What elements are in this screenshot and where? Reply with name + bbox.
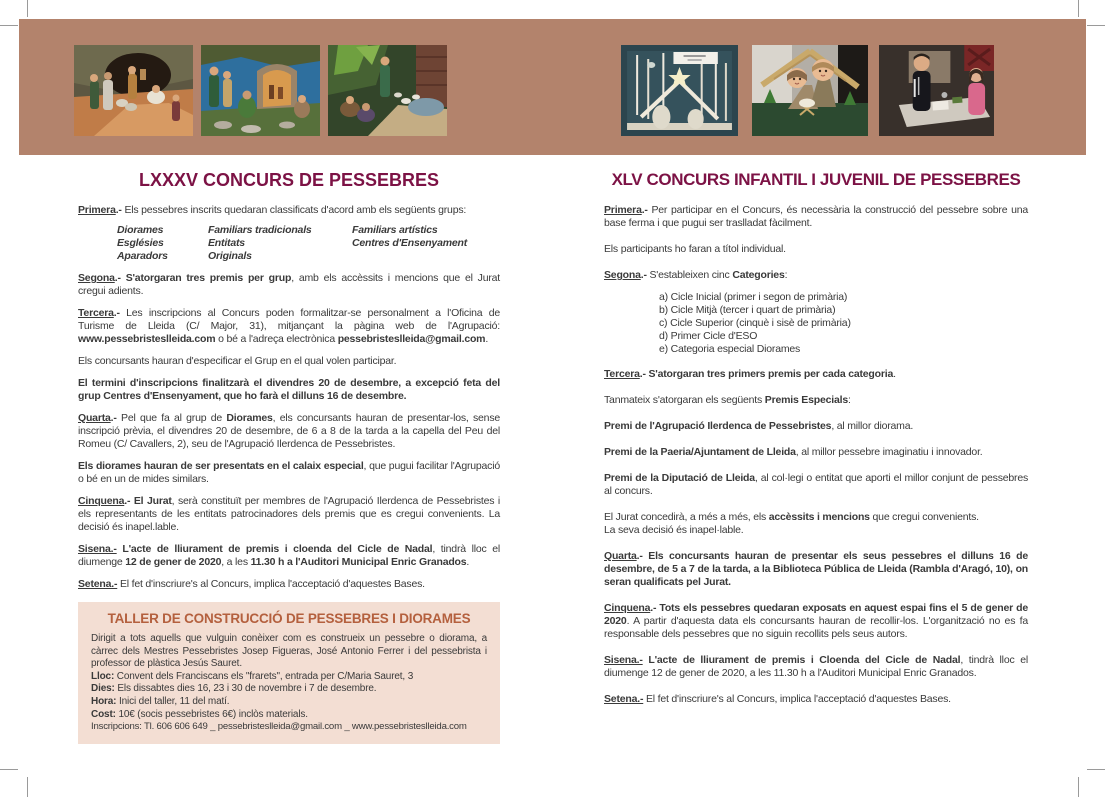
paragraph: Lloc: Convent dels Franciscans els "frarets", entrada per C/Maria Sauret, 3 [91, 670, 414, 682]
group-item: Originals [208, 250, 252, 262]
paragraph: Quarta.- Els concursants hauran de presentar els seus pessebres el dilluns 16 de desembre, de 5 a 7 de la tarda, a la Biblioteca Pública de Lleida (Rambla d'Aragó, 10), on seran qualificats pel Jurat. [604, 550, 1028, 588]
groups-columns [78, 224, 500, 263]
paragraph: Primera.- Per participar en el Concurs, és necessària la construcció del pessebre sobre una base ferma i que pugui ser traslladat fàcilment. [604, 204, 1028, 229]
right-body-bottom [604, 368, 1028, 706]
photo-stone-arch-nativity [201, 45, 320, 136]
paragraph: Setena.- El fet d'inscriure's al Concurs, implica l'acceptació d'aquestes Bases. [604, 693, 951, 705]
right-page [604, 170, 1028, 719]
left-page [78, 170, 500, 744]
crop-mark [1087, 25, 1105, 26]
paragraph: Hora: Inici del taller, 11 del matí. [91, 695, 230, 707]
stone-arch-illustration [201, 45, 320, 136]
group-column [208, 224, 352, 263]
workshop-box [78, 602, 500, 744]
group-column [352, 224, 467, 263]
group-item: Diorames [117, 224, 164, 236]
crop-mark [1078, 0, 1079, 17]
workshop-box-body [91, 633, 487, 734]
left-body [78, 272, 500, 591]
paragraph: La seva decisió és inapel·lable. [604, 524, 744, 536]
crop-mark [1078, 777, 1079, 797]
photo-nativity-cave [74, 45, 193, 136]
paragraph: Tercera.- Les inscripcions al Concurs poden formalitzar-se personalment a l'Oficina de Turisme de Lleida (C/ Major, 31), mitjançant la pàgina web de l'Agrupació: www.pessebristeslleida.com o bé a l'adreça electrònica pessebristeslleida@gmail.com. [78, 307, 500, 345]
group-item: Entitats [208, 237, 245, 249]
paragraph: El Jurat concedirà, a més a més, els accèssits i mencions que cregui convenients. [604, 511, 979, 523]
crop-mark [0, 769, 18, 770]
paragraph: Dirigit a tots aquells que vulguin conèixer com es construeix un pessebre o diorama, a càrrec dels Mestres Pessebristes Josep Figueras, José Antonio Ferrer i del pessebrista i professor de plàstica Jesús Sauret. [91, 633, 487, 670]
paragraph: Tercera.- S'atorgaran tres primers premis per cada categoria. [604, 368, 896, 380]
right-page-title: XLV CONCURS INFANTIL I JUVENIL DE PESSEBRES [611, 170, 1021, 189]
workshop-box-title: TALLER DE CONSTRUCCIÓ DE PESSEBRES I DIORAMES [107, 611, 471, 626]
category-item: a) Cicle Inicial (primer i segon de primària) [659, 291, 848, 303]
photo-shepherds-scene [328, 45, 447, 136]
paragraph: Quarta.- Pel que fa al grup de Diorames, els concursants hauran de presentar-los, sense inscripció prèvia, el divendres 20 de desembre, de 6 a 8 de la tarda a la capella del Peu del Romeu (C/ Cavallers, 2), seu de l'Agrupació Ilerdenca de Pessebristes. [78, 412, 501, 450]
group-column [117, 224, 208, 263]
paragraph: Inscripcions: Tl. 606 606 649 _ pessebristeslleida@gmail.com _ www.pessebristeslleida.com [91, 721, 467, 733]
crop-mark [0, 25, 18, 26]
photo-paper-diorama [621, 45, 738, 136]
paragraph: Cinquena.- Tots els pessebres quedaran exposats en aquest espai fins el 5 de gener de 2020. A partir d'aquesta data els concursants hauran de recollir-los. L'organització no es fa responsable dels pessebres que no siguin recollits pels seus autors. [604, 602, 1028, 640]
paragraph: Setena.- El fet d'inscriure's al Concurs, implica l'acceptació d'aquestes Bases. [78, 578, 425, 590]
paragraph: Segona.- S'atorgaran tres premis per grup, amb els accèssits i mencions que el Jurat cregui adients. [78, 272, 501, 297]
category-item: d) Primer Cicle d'ESO [659, 330, 758, 342]
group-item: Familiars artístics [352, 224, 438, 236]
left-intro [78, 204, 500, 217]
paragraph: Sisena.- L'acte de lliurament de premis i cloenda del Cicle de Nadal, tindrà lloc el diumenge 12 de gener de 2020, a les 11.30 h a l'Auditori Municipal Enric Granados. [78, 543, 501, 568]
crop-mark [27, 0, 28, 17]
paragraph: El termini d'inscripcions finalitzarà el divendres 20 de desembre, a excepció feta del grup Centres d'Ensenyament, que ho farà el dilluns 16 de desembre. [78, 377, 500, 402]
category-item: c) Cicle Superior (cinquè i sisè de primària) [659, 317, 851, 329]
paragraph: Cinquena.- El Jurat, serà constituït per membres de l'Agrupació Ilerdenca de Pessebristes i els representants de les entitats patrocinadores dels premis que es cregui convenients. La decisió és inapel.lable. [78, 495, 500, 533]
paragraph: Dies: Els dissabtes dies 16, 23 i 30 de novembre i 7 de desembre. [91, 683, 377, 695]
paragraph: Premi de la Paeria/Ajuntament de Lleida, al millor pessebre imaginatiu i innovador. [604, 446, 983, 458]
nativity-cave-illustration [74, 45, 193, 136]
right-body-top [604, 204, 1028, 282]
paragraph: Sisena.- L'acte de lliurament de premis i Cloenda del Cicle de Nadal, tindrà lloc el diumenge 12 de gener de 2020, a les 11.30 h a l'Auditori Municipal Enric Granados. [604, 654, 1029, 679]
group-item: Aparadors [117, 250, 168, 262]
doll-nativity-illustration [752, 45, 868, 136]
crop-mark [27, 777, 28, 797]
crop-mark [1087, 769, 1105, 770]
paragraph: Segona.- S'estableixen cinc Categories: [604, 269, 788, 281]
left-page-title: LXXXV CONCURS DE PESSEBRES [138, 170, 440, 190]
paragraph: Els concursants hauran d'especificar el Grup en el qual volen participar. [78, 355, 397, 367]
paragraph: Cost: 10€ (socis pessebristes 6€) inclòs materials. [91, 708, 308, 720]
paragraph: Premi de la Diputació de Lleida, al col·legi o entitat que aporti el millor conjunt de pessebres al concurs. [604, 472, 1029, 497]
category-item: e) Categoria especial Diorames [659, 343, 801, 355]
category-item: b) Cicle Mitjà (tercer i quart de primària) [659, 304, 836, 316]
paragraph: Tanmateix s'atorgaran els següents Premis Especials: [604, 394, 851, 406]
paragraph: Els participants ho faran a títol individual. [604, 243, 786, 255]
photo-children-workshop [879, 45, 994, 136]
group-item: Esglésies [117, 237, 164, 249]
group-item: Familiars tradicionals [208, 224, 312, 236]
paragraph: Premi de l'Agrupació Ilerdenca de Pessebristes, al millor diorama. [604, 420, 914, 432]
paragraph: Els diorames hauran de ser presentats en el calaix especial, que pugui facilitar l'Agrupació o bé en un de mides similars. [78, 460, 500, 485]
shepherds-scene-illustration [328, 45, 447, 136]
paragraph: Primera.- Els pessebres inscrits quedaran classificats d'acord amb els següents grups: [78, 204, 467, 216]
photo-doll-nativity [752, 45, 868, 136]
children-workshop-illustration [879, 45, 994, 136]
group-item: Centres d'Ensenyament [352, 237, 468, 249]
paper-diorama-illustration [621, 45, 738, 136]
categories-list [604, 291, 1028, 356]
